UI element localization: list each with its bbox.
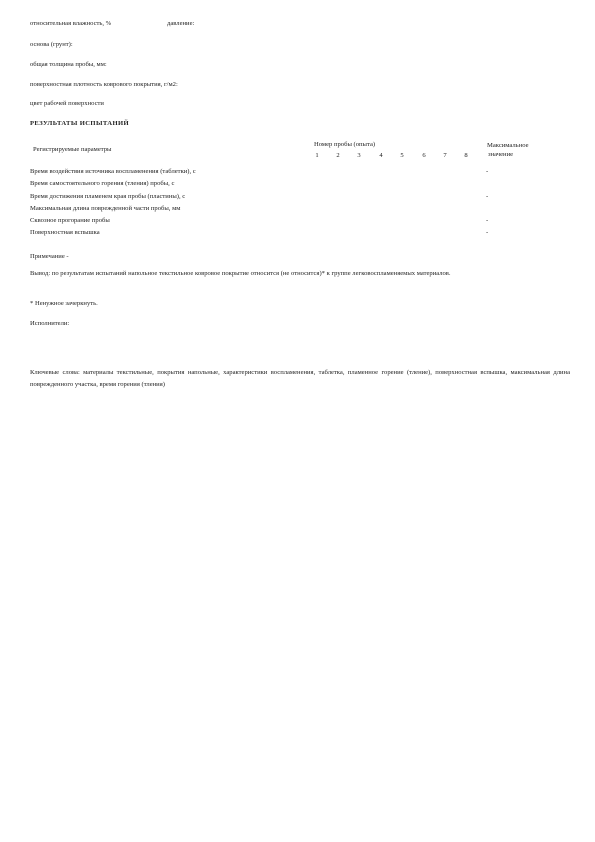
color-field-label: цвет рабочей поверхности [30, 100, 104, 107]
sample-number: 6 [422, 152, 426, 159]
params-column-header: Регистрируемые параметры [33, 146, 112, 153]
humidity-label: относительная влажность, % [30, 20, 112, 27]
table-row-label: Сквозное прогорание пробы [30, 217, 110, 224]
table-row-label: Время воздействия источника воспламенения (таблетки), с [30, 168, 196, 175]
table-row-label: Максимальная длина поврежденной части пробы, мм [30, 205, 181, 212]
sample-number: 8 [464, 152, 468, 159]
sample-number: 2 [336, 152, 340, 159]
table-row-max: - [486, 229, 489, 236]
table-row-label: Время достижения пламенем края пробы (пластины), с [30, 193, 186, 200]
table-row-max: - [486, 193, 489, 200]
sample-number: 5 [400, 152, 404, 159]
max-value-header-line1: Максимальное [487, 142, 529, 149]
thickness-field-label: общая толщина пробы, мм: [30, 61, 107, 68]
executors-label: Исполнители: [30, 320, 70, 327]
sample-number: 4 [379, 152, 383, 159]
max-value-header-line2: значение [488, 151, 514, 158]
conclusion-paragraph: Вывод: по результатам испытаний напольное текстильное ковровое покрытие относится (не относится)* к группе легковоспламеняемых материалов. [30, 270, 451, 277]
sample-number: 7 [443, 152, 447, 159]
sample-number: 1 [315, 152, 319, 159]
keywords-paragraph: Ключевые слова: материалы текстильные, покрытия напольные, характеристики воспламенения, таблетка, пламенное горение (тление), поверхностная вспышка, максимальная длина поврежденного участка, время горения (тления) [30, 369, 570, 388]
sample-number-header: Номер пробы (опыта) [314, 141, 376, 148]
density-field-label: поверхностная плотность коврового покрытия, г/м2: [30, 81, 178, 88]
sample-number: 3 [357, 152, 361, 159]
footnote: * Ненужное зачеркнуть. [30, 300, 98, 307]
results-heading: РЕЗУЛЬТАТЫ ИСПЫТАНИЙ [30, 120, 130, 127]
base-field-label: основа (грунт): [30, 41, 73, 48]
table-row-max: - [486, 168, 489, 175]
table-row-max: - [486, 217, 489, 224]
note-label: Примечание - [30, 253, 69, 260]
pressure-label: давление: [167, 20, 195, 27]
table-row-label: Время самостоятельного горения (тления) пробы, с [30, 180, 175, 187]
table-row-label: Поверхностная вспышка [30, 229, 100, 236]
